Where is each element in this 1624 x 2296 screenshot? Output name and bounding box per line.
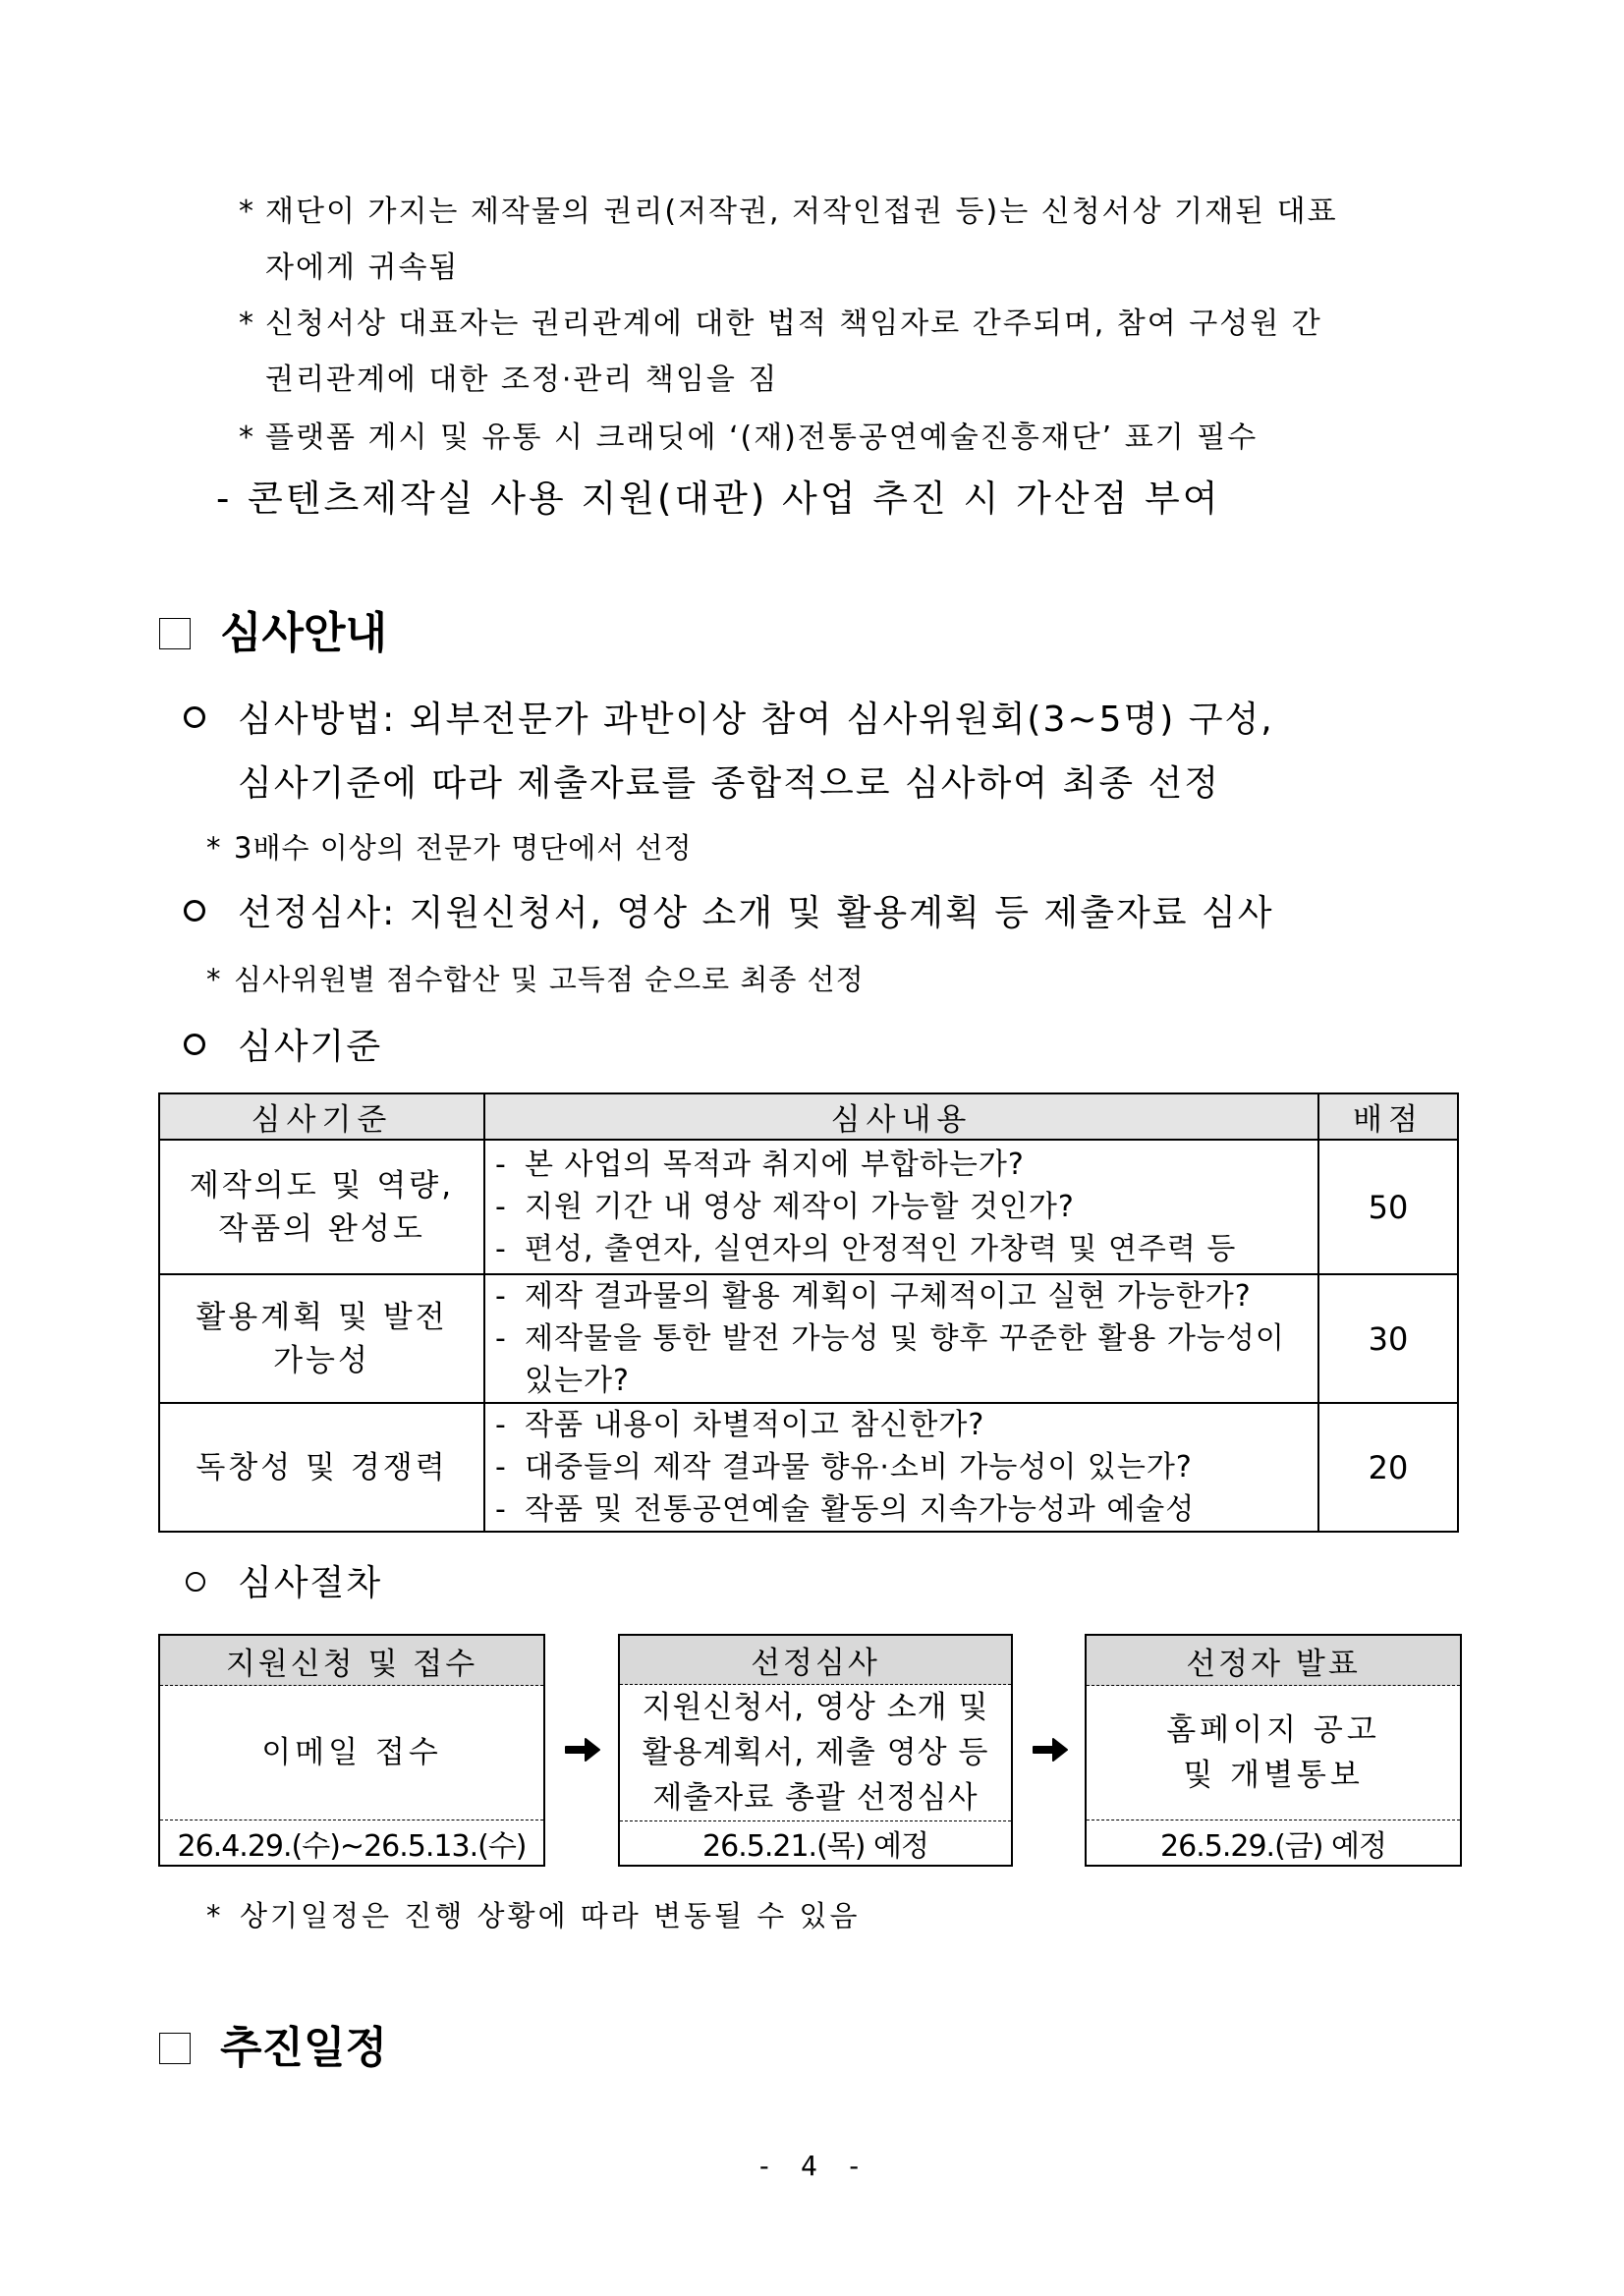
- criterion-text: 독창성 및 경쟁력: [196, 1449, 448, 1485]
- process-step-date: 26.5.21.(목) 예정: [702, 1828, 928, 1864]
- note-text: 상기일정은 진행 상황에 따라 변동될 수 있음: [240, 1899, 861, 1932]
- column-header-criterion: 심사기준: [159, 1093, 484, 1140]
- criteria-heading-text: 심사기준: [238, 1027, 383, 1067]
- process-step-body-line: 지원신청서, 영상 소개 및: [642, 1689, 989, 1725]
- content-item: [495, 1228, 1317, 1270]
- content-cell: [484, 1274, 1318, 1403]
- process-step-body: [620, 1685, 1011, 1821]
- score-cell: 30: [1318, 1274, 1458, 1403]
- content-cell: [484, 1140, 1318, 1274]
- section-heading-review-guide: [159, 606, 387, 661]
- item-marker: -: [495, 1148, 507, 1182]
- process-step-body-line: 이메일 접수: [261, 1735, 442, 1770]
- note-marker: *: [206, 1899, 224, 1932]
- process-step-selection-review: [618, 1634, 1013, 1867]
- process-step-title: 지원신청 및 접수: [160, 1636, 543, 1686]
- review-method-text: 심사기준에 따라 제출자료를 종합적으로 심사하여 최종 선정: [238, 763, 1221, 804]
- circle-bullet-icon: [184, 900, 205, 922]
- dash-marker: -: [216, 477, 233, 520]
- process-step-title: 선정심사: [620, 1636, 1011, 1685]
- item-text: 작품 및 전통공연예술 활동의 지속가능성과 예술성: [525, 1492, 1196, 1527]
- process-step-announcement: [1085, 1634, 1462, 1867]
- item-marker: -: [495, 1232, 507, 1266]
- process-step-body: [1087, 1686, 1460, 1820]
- process-step-date: 26.5.29.(금) 예정: [1160, 1828, 1386, 1864]
- note-text: 재단이 가지는 제작물의 권리(저작권, 저작인접권 등)는 신청서상 기재된 대표: [265, 195, 1338, 229]
- score-cell: 50: [1318, 1140, 1458, 1274]
- review-method-note: [206, 828, 693, 868]
- review-method: [184, 697, 1274, 744]
- content-item: [495, 1446, 1317, 1488]
- note-marker: *: [239, 195, 255, 229]
- item-marker: -: [495, 1450, 507, 1484]
- note-marker: *: [239, 420, 255, 455]
- arrow-right-icon: [1032, 1735, 1069, 1764]
- item-marker: -: [495, 1190, 507, 1224]
- checkbox-square-icon: [159, 2033, 191, 2064]
- circle-bullet-icon: [186, 1572, 205, 1592]
- item-marker: -: [495, 1408, 507, 1442]
- item-marker: -: [495, 1279, 507, 1314]
- criteria-table: [158, 1092, 1459, 1533]
- note-text: 플랫폼 게시 및 유통 시 크래딧에 ‘(재)전통공연예술진흥재단’ 표기 필수: [265, 420, 1259, 455]
- criterion-text: 가능성: [273, 1342, 370, 1378]
- section-title: 추진일정: [220, 2023, 388, 2073]
- content-cell: [484, 1403, 1318, 1532]
- criterion-cell: [159, 1140, 484, 1274]
- process-step-title: 선정자 발표: [1087, 1636, 1460, 1686]
- item-text: 대중들의 제작 결과물 향유·소비 가능성이 있는가?: [525, 1450, 1193, 1484]
- page-number: - 4 -: [756, 2150, 868, 2182]
- table-header-row: [159, 1093, 1458, 1140]
- note-text: 권리관계에 대한 조정·관리 책임을 짐: [265, 363, 779, 397]
- table-row: [159, 1140, 1458, 1274]
- note-marker: *: [206, 831, 222, 865]
- content-item: [495, 1317, 1317, 1402]
- review-method-cont: [238, 760, 1220, 808]
- column-header-content: 심사내용: [484, 1093, 1318, 1140]
- item-text: 작품 내용이 차별적이고 참신한가?: [525, 1408, 985, 1442]
- process-step-body-line: 홈페이지 공고: [1166, 1712, 1380, 1748]
- item-text: 지원 기간 내 영상 제작이 가능할 것인가?: [525, 1190, 1075, 1224]
- content-item: [495, 1186, 1317, 1228]
- dash-item-text: 콘텐츠제작실 사용 지원(대관) 사업 추진 시 가산점 부여: [248, 477, 1221, 520]
- process-step-body-line: 활용계획서, 제출 영상 등: [642, 1734, 989, 1770]
- note-text: 자에게 귀속됨: [265, 251, 460, 285]
- review-method-text: 심사방법: 외부전문가 과반이상 참여 심사위원회(3~5명) 구성,: [238, 700, 1274, 740]
- note-rights-ownership: [239, 193, 1338, 232]
- note-marker: *: [206, 963, 222, 996]
- section-heading-schedule: [159, 2021, 387, 2076]
- process-step-date: 26.4.29.(수)~26.5.13.(수): [177, 1828, 527, 1864]
- dash-item-bonus-points: [216, 476, 1221, 523]
- circle-bullet-icon: [184, 1034, 205, 1055]
- column-header-score: 배점: [1318, 1093, 1458, 1140]
- arrow-right-icon: [564, 1735, 601, 1764]
- item-marker: -: [495, 1321, 507, 1356]
- note-text: 심사위원별 점수합산 및 고득점 순으로 최종 선정: [234, 963, 865, 996]
- checkbox-square-icon: [159, 618, 191, 649]
- note-legal-responsibility: [239, 305, 1322, 344]
- criterion-text: 활용계획 및 발전: [196, 1299, 448, 1335]
- selection-review-text: 선정심사: 지원신청서, 영상 소개 및 활용계획 등 제출자료 심사: [238, 893, 1274, 933]
- criterion-text: 작품의 완성도: [218, 1210, 425, 1247]
- content-item: [495, 1275, 1317, 1317]
- content-item: [495, 1488, 1317, 1531]
- process-heading: [186, 1560, 382, 1607]
- process-step-body: [160, 1686, 543, 1820]
- process-note: [206, 1896, 861, 1935]
- score-cell: 20: [1318, 1403, 1458, 1532]
- selection-review-note: [206, 960, 865, 999]
- process-step-body-line: 제출자료 총괄 선정심사: [652, 1779, 979, 1816]
- item-text: 본 사업의 목적과 취지에 부합하는가?: [525, 1148, 1025, 1182]
- note-text: 신청서상 대표자는 권리관계에 대한 법적 책임자로 간주되며, 참여 구성원 간: [265, 307, 1322, 341]
- note-marker: *: [239, 307, 255, 341]
- criterion-text: 제작의도 및 역량,: [189, 1167, 455, 1204]
- criterion-cell: [159, 1403, 484, 1532]
- process-step-application: [158, 1634, 545, 1867]
- note-rights-ownership-cont: [265, 249, 459, 288]
- item-marker: -: [495, 1492, 507, 1527]
- process-heading-text: 심사절차: [238, 1563, 383, 1603]
- table-row: [159, 1274, 1458, 1403]
- selection-review: [184, 890, 1274, 937]
- table-row: [159, 1403, 1458, 1532]
- circle-bullet-icon: [184, 706, 205, 728]
- criteria-heading: [184, 1024, 382, 1071]
- note-legal-responsibility-cont: [265, 361, 778, 400]
- section-title: 심사안내: [220, 608, 388, 658]
- note-credit: [239, 419, 1258, 458]
- content-item: [495, 1404, 1317, 1446]
- process-step-body-line: 및 개별통보: [1183, 1758, 1364, 1793]
- content-item: [495, 1144, 1317, 1186]
- item-text: 편성, 출연자, 실연자의 안정적인 가창력 및 연주력 등: [525, 1232, 1237, 1266]
- criterion-cell: [159, 1274, 484, 1403]
- note-text: 3배수 이상의 전문가 명단에서 선정: [234, 831, 693, 865]
- item-text: 제작 결과물의 활용 계획이 구체적이고 실현 가능한가?: [525, 1279, 1252, 1314]
- item-text: 제작물을 통한 발전 가능성 및 향후 꾸준한 활용 가능성이 있는가?: [525, 1321, 1285, 1398]
